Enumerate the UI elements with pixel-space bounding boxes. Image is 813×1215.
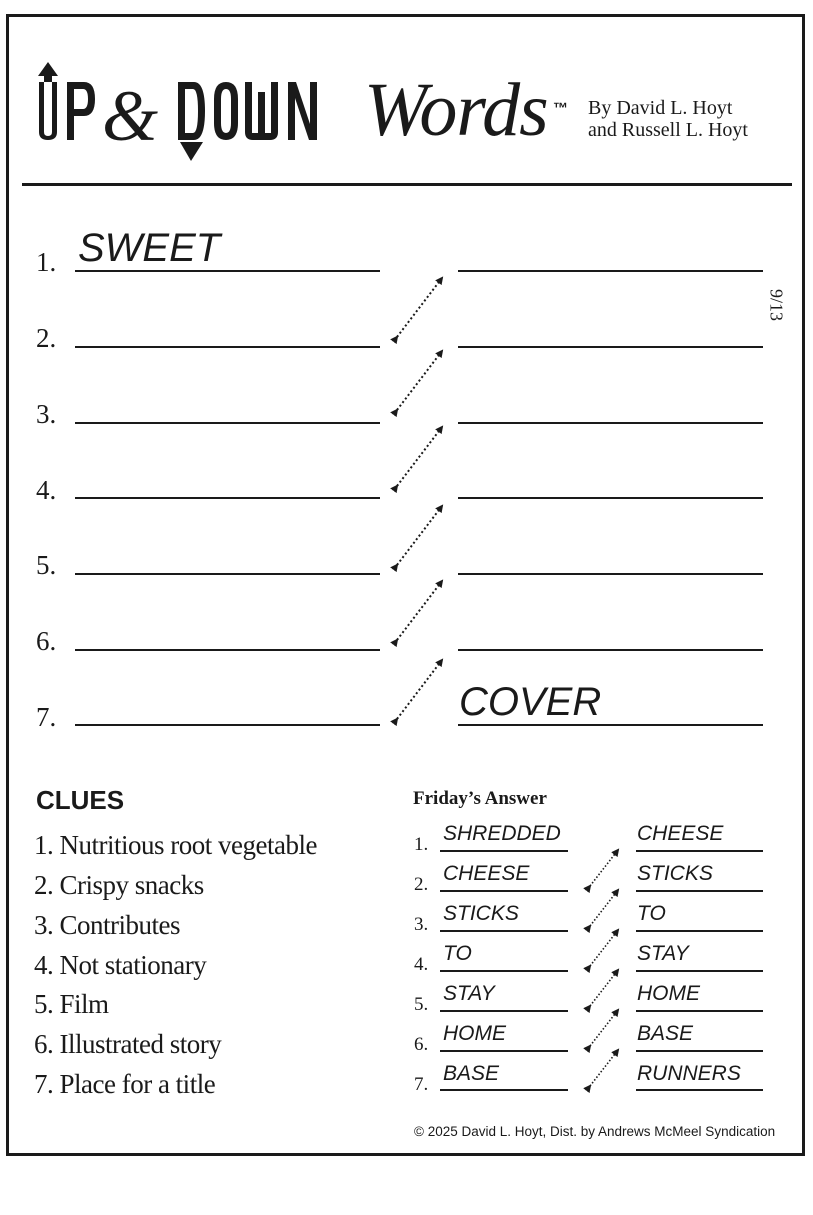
answer-underline bbox=[636, 850, 763, 852]
clue-item: 7. Place for a title bbox=[34, 1069, 216, 1099]
connector-arrow-2 bbox=[397, 351, 442, 410]
date-text: 9/13 bbox=[766, 288, 787, 322]
row-number: 6. bbox=[36, 626, 57, 656]
answer-underline bbox=[636, 1089, 763, 1091]
fridays-answer-heading: Friday’s Answer bbox=[413, 788, 547, 809]
connector-arrow-5 bbox=[397, 581, 442, 640]
answer-left-word: HOME bbox=[443, 1022, 506, 1045]
answer-row-number: 6. bbox=[414, 1034, 429, 1055]
answer-left-word: BASE bbox=[443, 1062, 500, 1085]
title-words: Words bbox=[364, 68, 548, 152]
clue-item: 5. Film bbox=[34, 989, 109, 1019]
answer-row-number: 4. bbox=[414, 954, 429, 975]
answer-left-word: SHREDDED bbox=[443, 822, 561, 845]
answer-right-word: BASE bbox=[637, 1022, 694, 1045]
answer-underline bbox=[440, 850, 568, 852]
row-number: 7. bbox=[36, 702, 57, 732]
answer-left-word: TO bbox=[443, 942, 472, 965]
byline-line2: and Russell L. Hoyt bbox=[588, 119, 748, 141]
given-word-start: SWEET bbox=[78, 226, 221, 270]
answer-connector-2 bbox=[590, 890, 618, 926]
answer-underline bbox=[636, 1010, 763, 1012]
answer-underline bbox=[440, 1050, 568, 1052]
answer-underline bbox=[440, 930, 568, 932]
connector-arrow-1 bbox=[397, 278, 442, 337]
answer-connector-6 bbox=[590, 1050, 618, 1086]
answer-right-word: TO bbox=[637, 902, 666, 925]
answer-row-number: 2. bbox=[414, 874, 429, 895]
answer-connector-4 bbox=[590, 970, 618, 1006]
answer-connector-1 bbox=[590, 850, 618, 886]
answer-connector-3 bbox=[590, 930, 618, 966]
given-word-end: COVER bbox=[459, 680, 602, 724]
byline-line1: By David L. Hoyt bbox=[588, 97, 733, 119]
copyright-notice: © 2025 David L. Hoyt, Dist. by Andrews McMeel Syndication bbox=[414, 1124, 776, 1139]
answer-left-word: STICKS bbox=[443, 902, 519, 925]
clues-heading: CLUES bbox=[36, 785, 125, 815]
answer-row-number: 5. bbox=[414, 994, 429, 1015]
answer-underline bbox=[636, 890, 763, 892]
answer-row-number: 1. bbox=[414, 834, 429, 855]
trademark: ™ bbox=[553, 100, 568, 117]
answer-right-word: RUNNERS bbox=[637, 1062, 741, 1085]
answer-left-word: CHEESE bbox=[443, 862, 530, 885]
answer-connector-5 bbox=[590, 1010, 618, 1046]
row-number: 3. bbox=[36, 399, 57, 429]
answer-underline bbox=[440, 1089, 568, 1091]
answer-right-word: CHEESE bbox=[637, 822, 724, 845]
answer-underline bbox=[440, 1010, 568, 1012]
connector-arrow-4 bbox=[397, 506, 442, 565]
clue-item: 6. Illustrated story bbox=[34, 1029, 222, 1059]
clue-item: 2. Crispy snacks bbox=[34, 870, 204, 900]
connector-arrow-6 bbox=[397, 660, 442, 719]
row-number: 5. bbox=[36, 550, 57, 580]
svg-text:&: & bbox=[102, 76, 159, 156]
answer-underline bbox=[440, 890, 568, 892]
answer-row-number: 7. bbox=[414, 1074, 429, 1095]
answer-underline bbox=[440, 970, 568, 972]
answer-right-word: STICKS bbox=[637, 862, 713, 885]
row-number: 2. bbox=[36, 323, 57, 353]
answer-row-number: 3. bbox=[414, 914, 429, 935]
answer-right-word: HOME bbox=[637, 982, 700, 1005]
row-number: 1. bbox=[36, 247, 57, 277]
row-number: 4. bbox=[36, 475, 57, 505]
answer-underline bbox=[636, 1050, 763, 1052]
answer-underline bbox=[636, 970, 763, 972]
answer-underline bbox=[636, 930, 763, 932]
clue-item: 1. Nutritious root vegetable bbox=[34, 830, 317, 860]
connector-arrow-3 bbox=[397, 427, 442, 486]
answer-left-word: STAY bbox=[443, 982, 495, 1005]
clue-item: 3. Contributes bbox=[34, 910, 180, 940]
clue-item: 4. Not stationary bbox=[34, 950, 207, 980]
answer-right-word: STAY bbox=[637, 942, 689, 965]
